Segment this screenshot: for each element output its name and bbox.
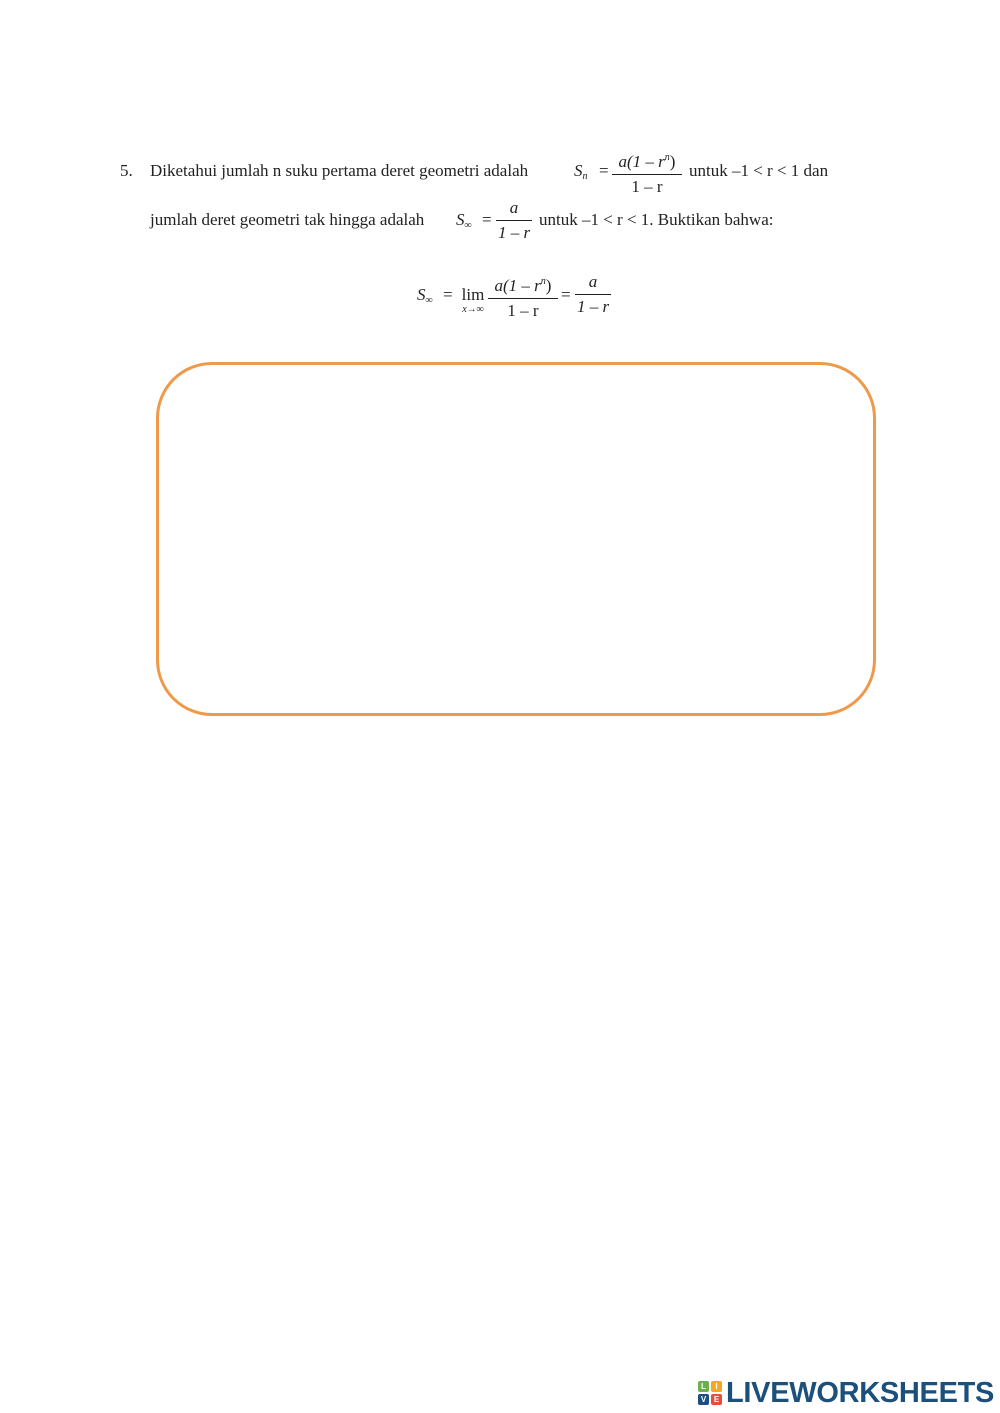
question-text-line1: Diketahui jumlah n suku pertama deret geometri adalah <box>150 161 529 180</box>
sn-symbol: $S_n$ <box>574 161 588 182</box>
proof-equals-2: = <box>561 285 571 304</box>
sn-fraction: $a(1 - r^n)$ 1 – r <box>612 148 682 197</box>
proof-sinf-symbol: $S_\infty$ <box>417 285 433 306</box>
sinf-fraction: a 1 – r <box>497 198 531 242</box>
sinf-symbol: $S_\infty$ <box>456 210 472 231</box>
proof-equals: = <box>443 285 453 304</box>
logo-mark-icon: L I V E <box>698 1381 722 1405</box>
question-number: 5. <box>120 161 133 180</box>
sn-equals: = <box>599 161 609 180</box>
proof-fraction-1: $a(1 - r^n)$ 1 – r <box>488 272 558 321</box>
question-condition-line1: untuk –1 < r < 1 dan <box>689 161 829 180</box>
logo-text: LIVEWORKSHEETS <box>726 1376 995 1409</box>
proof-fraction-2: a 1 – r <box>576 272 610 316</box>
liveworksheets-logo <box>698 1378 994 1408</box>
question-condition-line2: untuk –1 < r < 1. Buktikan bahwa: <box>539 210 774 229</box>
question-text-line2: jumlah deret geometri tak hingga adalah <box>150 210 425 229</box>
proof-limit: lim x→∞ <box>461 285 485 315</box>
answer-box[interactable] <box>156 362 876 716</box>
sinf-equals: = <box>482 210 492 229</box>
